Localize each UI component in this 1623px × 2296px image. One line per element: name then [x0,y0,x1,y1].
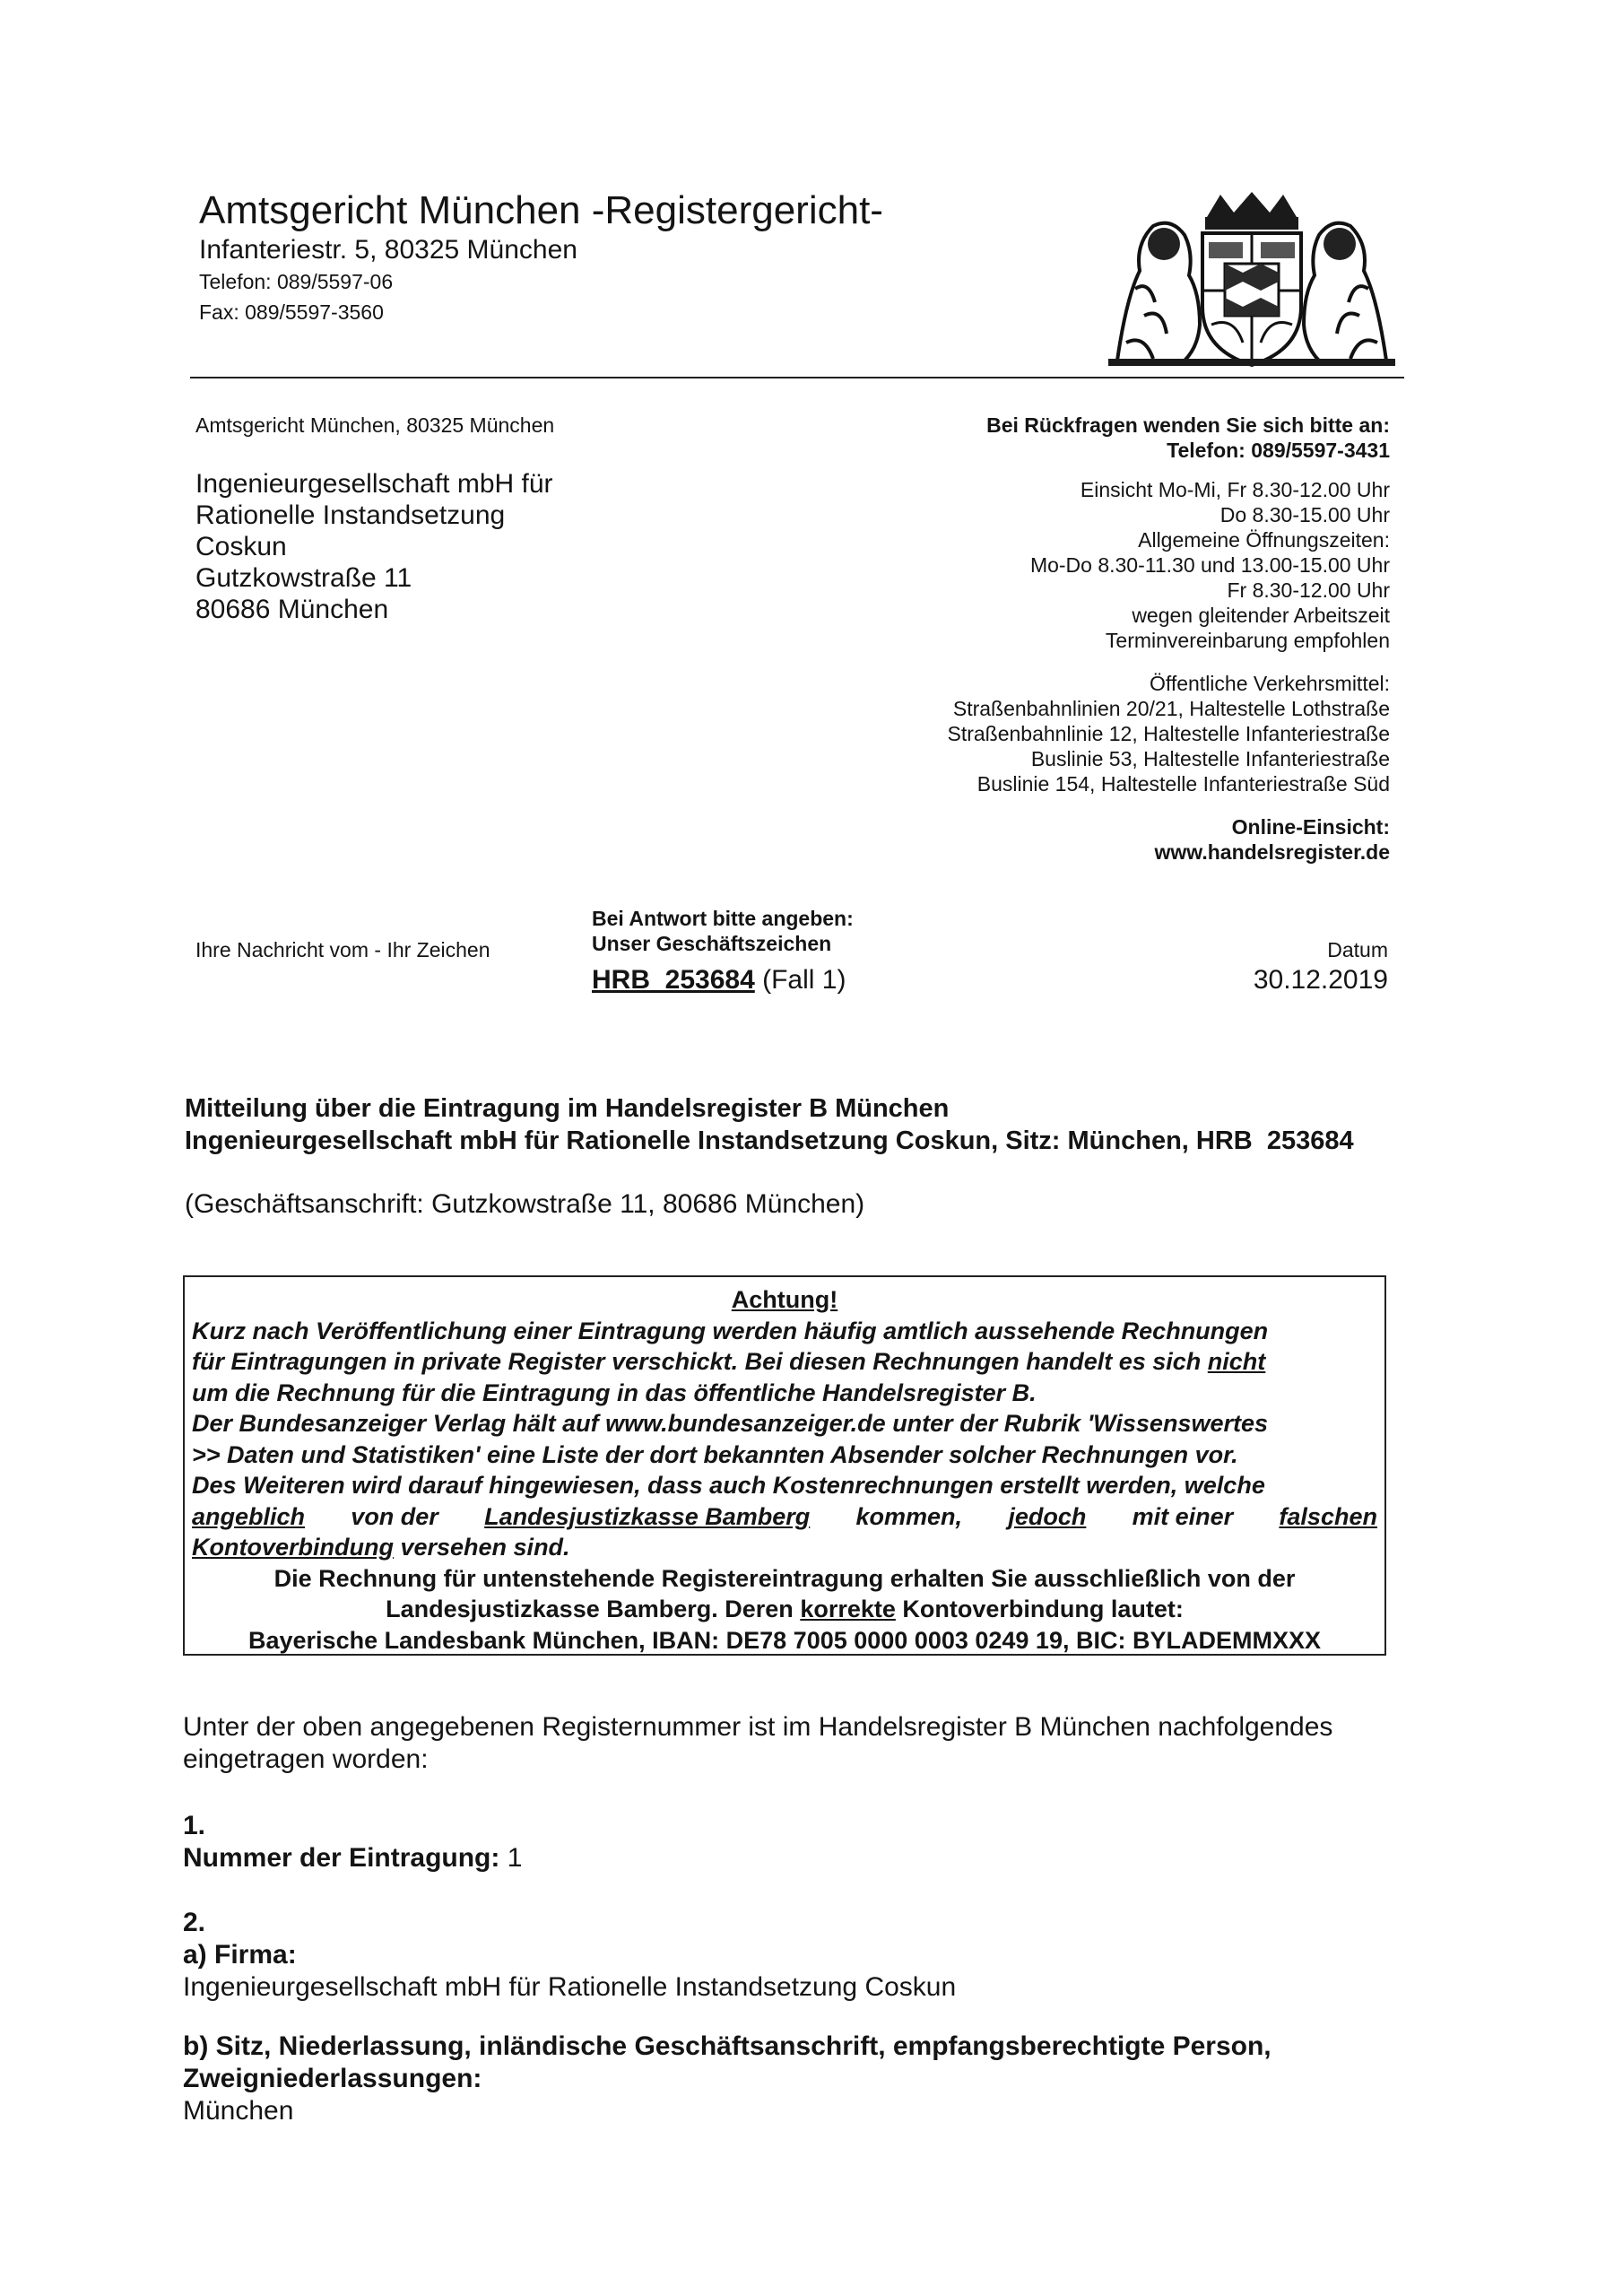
warning-box [183,1275,1386,1656]
our-reference-label: Unser Geschäftszeichen [592,932,832,955]
recipient-line: Rationelle Instandsetzung [195,500,506,530]
warning-line: um die Rechnung für die Eintragung in das öffentliche Handelsregister B. [192,1378,1037,1406]
warning-text [192,1316,1377,1563]
transport-line: Buslinie 53, Haltestelle Infanteriestraße [1030,747,1390,770]
hours-line: wegen gleitender Arbeitszeit [1132,604,1390,627]
warning-line: Kontoverbindung versehen sind. [192,1534,570,1561]
business-address: (Geschäftsanschrift: Gutzkowstraße 11, 80686 München) [185,1189,865,1219]
warning-line: Der Bundesanzeiger Verlag hält auf www.bundesanzeiger.de unter der Rubrik 'Wissenswertes [192,1410,1268,1437]
hours-line: Mo-Do 8.30-11.30 und 13.00-15.00 Uhr [1029,553,1390,577]
entry-number-row: Nummer der Eintragung: 1 [183,1843,523,1873]
recipient-line: 80686 München [195,595,389,624]
hours-line: Fr 8.30-12.00 Uhr [1227,578,1390,602]
warning-bank-info [192,1563,1377,1657]
date-label: Datum [1327,938,1388,961]
court-phone: Telefon: 089/5597-06 [199,270,394,293]
hours-line: Terminvereinbarung empfohlen [1105,629,1390,652]
hours-line: Do 8.30-15.00 Uhr [1219,503,1390,526]
subject-line: Mitteilung über die Eintragung im Handelsregister B München [185,1094,950,1123]
court-fax: Fax: 089/5597-3560 [199,300,384,324]
case-suffix: (Fall 1) [754,965,846,995]
reference-labels [592,906,854,956]
court-address: Infanteriestr. 5, 80325 München [199,235,577,265]
warning-line: für Eintragungen in private Register verschickt. Bei diesen Rechnungen handelt es sich nicht [192,1348,1266,1375]
transport-line: Straßenbahnlinien 20/21, Haltestelle Lothstraße [952,697,1390,720]
firma-label: a) Firma: [183,1940,297,1970]
recipient-line: Gutzkowstraße 11 [195,563,412,593]
warning-line: angeblich von der Landesjustizkasse Bamberg kommen, jedoch mit einer falschen [192,1502,1377,1530]
sitz-value: München [183,2096,294,2126]
section-number: 1. [183,1811,206,1840]
your-message-label: Ihre Nachricht vom - Ihr Zeichen [195,938,490,961]
transport-line: Buslinie 154, Haltestelle Infanteriestraße Süd [976,772,1390,796]
case-code: HRB 253684 [592,965,755,995]
warning-line: Die Rechnung für untenstehende Registereintragung erhalten Sie ausschließlich von der [273,1564,1296,1592]
subject-line: Ingenieurgesellschaft mbH für Rationelle Instandsetzung Coskun, Sitz: München, HRB 253684 [185,1126,1354,1155]
queries-phone: Telefon: 089/5597-3431 [1167,439,1390,462]
sitz-label: b) Sitz, Niederlassung, inländische Geschäftsanschrift, empfangsberechtigte Person, Zweigniederlassungen: [183,2031,1271,2093]
recipient-address [195,468,553,625]
warning-line: Des Weiteren wird darauf hingewiesen, dass auch Kostenrechnungen erstellt werden, welche [192,1472,1265,1499]
reply-hint: Bei Antwort bitte angeben: [592,907,854,930]
transport-line: Öffentliche Verkehrsmittel: [1149,672,1390,695]
warning-line: >> Daten und Statistiken' eine Liste der dort bekannten Absender solcher Rechnungen vor. [192,1440,1238,1468]
court-title: Amtsgericht München -Registergericht- [199,188,883,232]
case-reference [592,965,846,996]
intro-text: Unter der oben angegebenen Registernummer ist im Handelsregister B München nachfolgendes eingetragen worden: [183,1712,1333,1774]
contact-info [708,413,1390,865]
online-label: Online-Einsicht: [1231,815,1390,839]
section-number: 2. [183,1908,206,1937]
subject [185,1092,1354,1157]
hours-line: Allgemeine Öffnungszeiten: [1138,528,1390,552]
sender-return-address: Amtsgericht München, 80325 München [195,413,555,437]
hours-line: Einsicht Mo-Mi, Fr 8.30-12.00 Uhr [1080,478,1390,501]
warning-line: Bayerische Landesbank München, IBAN: DE78 7005 0000 0003 0249 19, BIC: BYLADEMMXXX [248,1626,1321,1654]
recipient-line: Ingenieurgesellschaft mbH für [195,469,553,499]
date-value: 30.12.2019 [1253,965,1388,995]
firma-value: Ingenieurgesellschaft mbH für Rationelle Instandsetzung Coskun [183,1972,957,2002]
emphasis-not: nicht [1207,1348,1266,1375]
warning-line: Kurz nach Veröffentlichung einer Eintragung werden häufig amtlich aussehende Rechnungen [192,1317,1269,1344]
recipient-line: Coskun [195,532,287,561]
online-url: www.handelsregister.de [1154,840,1390,864]
warning-heading: Achtung! [731,1286,838,1313]
bavarian-coat-of-arms-icon [1099,190,1404,370]
queries-heading: Bei Rückfragen wenden Sie sich bitte an: [986,413,1390,437]
transport-line: Straßenbahnlinie 12, Haltestelle Infanteriestraße [947,722,1390,745]
register-entry [183,1810,1402,2127]
warning-line: Landesjustizkasse Bamberg. Deren korrekte Kontoverbindung lautet: [386,1596,1184,1622]
header-divider [190,377,1404,378]
